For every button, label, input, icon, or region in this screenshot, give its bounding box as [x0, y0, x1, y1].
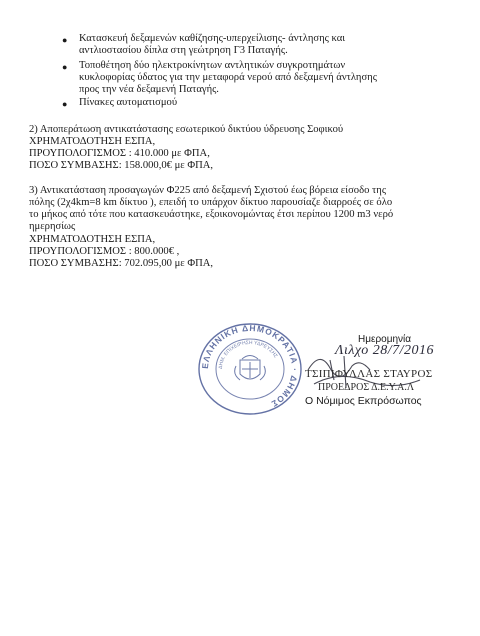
- date-label: Ημερομηνία: [358, 334, 412, 345]
- legal-representative-label: Ο Νόμιμος Εκπρόσωπος: [305, 395, 422, 407]
- bullet-1-line-1: Κατασκευή δεξαμενών καθίζησης-υπερχείλισης- άντλησης και: [79, 33, 346, 44]
- section-3-line-1: 3) Αντικατάσταση προσαγωγών Φ225 από δεξαμενή Σχιστού έως βόρεια είσοδο της: [29, 185, 387, 196]
- bullet-marker: ●: [62, 35, 68, 45]
- signatory-name: ΤΣΙΠΙΦΥΛΛΑΣ ΣΤΑΥΡΟΣ: [305, 368, 433, 380]
- section-3-funding: ΧΡΗΜΑΤΟΔΟΤΗΣΗ ΕΣΠΑ,: [29, 234, 156, 245]
- signatory-title: ΠΡΟΕΔΡΟΣ Δ.Ε.Υ.Α.Λ: [318, 382, 415, 393]
- section-2-heading: 2) Αποπεράτωση αντικατάστασης εσωτερικού δικτύου ύδρευσης Σοφικού: [29, 124, 344, 135]
- section-3-line-3: το μήκος από τότε που κατασκευάστηκε, εξοικονομώντας έτσι περίπου 1200 m3 νερό: [29, 209, 394, 220]
- section-3-budget: ΠΡΟΥΠΟΛΟΓΙΣΜΟΣ : 800.000€ ,: [29, 246, 180, 257]
- bullet-2-line-3: προς την νέα δεξαμενή Παταγής.: [79, 84, 219, 95]
- stamp-inner-text: ΔΗΜ. ΕΠΙΧΕΙΡΗΣΗ ΥΔΡΕΥΣΗΣ: [217, 339, 279, 370]
- bullet-marker: ●: [62, 99, 68, 109]
- bullet-1-line-2: αντλιοστασίου δίπλα στη γεώτρηση Γ3 Παταγής.: [79, 45, 288, 56]
- date-value: Λιλχο 28/7/2016: [335, 343, 435, 358]
- section-3-line-4: ημερησίως: [29, 221, 76, 232]
- bullet-marker: ●: [62, 62, 68, 72]
- bullet-3-line-1: Πίνακες αυτοματισμού: [79, 97, 178, 108]
- section-3-line-2: πόλης (2χ4km=8 km δίκτυο ), επειδή το υπάρχον δίκτυο παρουσίαζε διαρροές σε όλο: [29, 197, 393, 208]
- section-2-budget: ΠΡΟΥΠΟΛΟΓΙΣΜΟΣ : 410.000 με ΦΠΑ,: [29, 148, 210, 159]
- official-stamp-icon: [196, 322, 304, 416]
- section-3-contract: ΠΟΣΟ ΣΥΜΒΑΣΗΣ: 702.095,00 με ΦΠΑ,: [29, 258, 214, 269]
- section-2-funding: ΧΡΗΜΑΤΟΔΟΤΗΣΗ ΕΣΠΑ,: [29, 136, 156, 147]
- section-2-contract: ΠΟΣΟ ΣΥΜΒΑΣΗΣ: 158.000,0€ με ΦΠΑ,: [29, 160, 214, 171]
- stamp-ring-text: ΕΛΛΗΝΙΚΗ ΔΗΜΟΚΡΑΤΙΑ · ΔΗΜΟΣ: [199, 322, 301, 410]
- bullet-2-line-2: κυκλοφορίας ύδατος για την μεταφορά νερού από δεξαμενή άντλησης: [79, 72, 377, 83]
- bullet-2-line-1: Τοποθέτηση δύο ηλεκτροκίνητων αντλητικών συγκροτημάτων: [79, 60, 346, 71]
